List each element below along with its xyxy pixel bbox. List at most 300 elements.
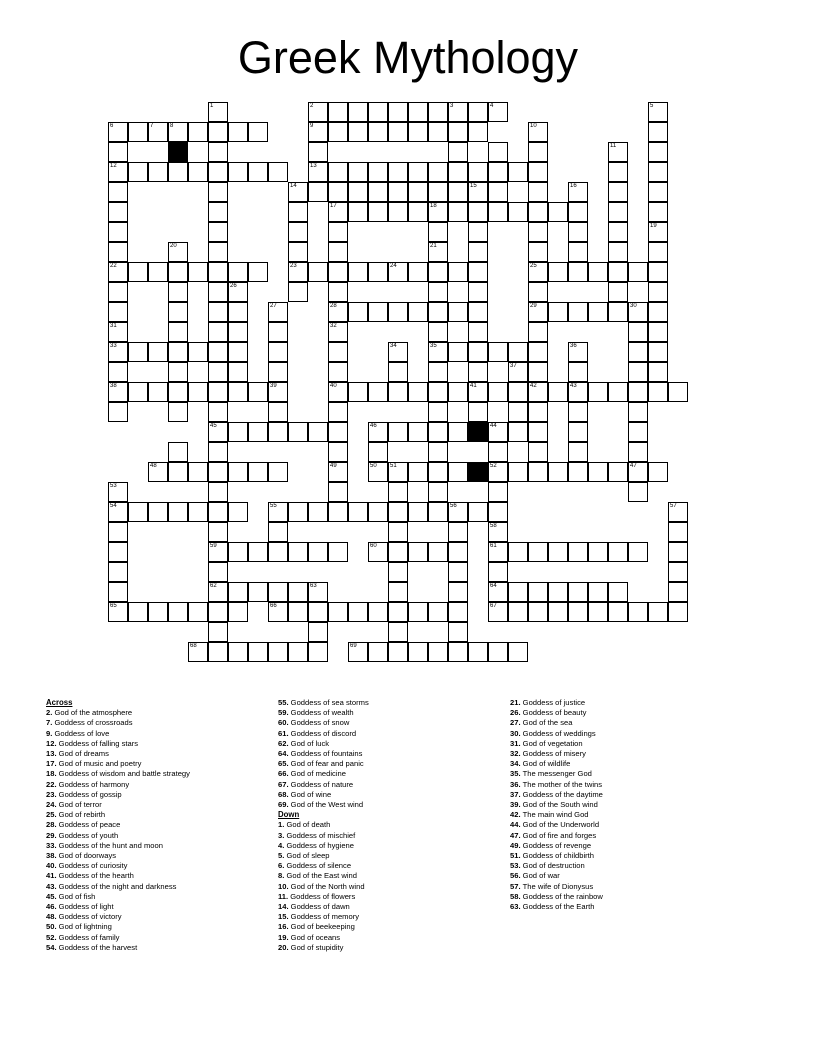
grid-cell[interactable] (188, 502, 208, 522)
grid-cell[interactable] (208, 422, 228, 442)
grid-cell[interactable] (468, 642, 488, 662)
grid-cell[interactable] (528, 542, 548, 562)
grid-cell[interactable] (528, 582, 548, 602)
grid-cell[interactable] (448, 642, 468, 662)
grid-cell[interactable] (428, 402, 448, 422)
grid-cell[interactable] (468, 202, 488, 222)
grid-cell[interactable] (148, 602, 168, 622)
grid-cell[interactable] (448, 382, 468, 402)
grid-cell[interactable] (488, 162, 508, 182)
grid-cell[interactable] (448, 262, 468, 282)
grid-cell[interactable] (108, 202, 128, 222)
grid-cell[interactable] (208, 122, 228, 142)
grid-cell[interactable] (628, 262, 648, 282)
grid-cell[interactable] (488, 602, 508, 622)
grid-cell[interactable] (228, 122, 248, 142)
grid-cell[interactable] (388, 122, 408, 142)
grid-cell[interactable] (168, 362, 188, 382)
grid-cell[interactable] (528, 122, 548, 142)
grid-cell[interactable] (348, 202, 368, 222)
grid-cell[interactable] (448, 202, 468, 222)
grid-cell[interactable] (308, 602, 328, 622)
grid-cell[interactable] (368, 162, 388, 182)
grid-cell[interactable] (648, 162, 668, 182)
grid-cell[interactable] (528, 382, 548, 402)
grid-cell[interactable] (208, 142, 228, 162)
grid-cell[interactable] (588, 462, 608, 482)
grid-cell[interactable] (168, 402, 188, 422)
grid-cell[interactable] (468, 262, 488, 282)
grid-cell[interactable] (288, 282, 308, 302)
grid-cell[interactable] (388, 622, 408, 642)
grid-cell[interactable] (268, 362, 288, 382)
grid-cell[interactable] (108, 262, 128, 282)
grid-cell[interactable] (648, 302, 668, 322)
grid-cell[interactable] (288, 262, 308, 282)
grid-cell[interactable] (488, 182, 508, 202)
grid-cell[interactable] (248, 582, 268, 602)
grid-cell[interactable] (648, 142, 668, 162)
grid-cell[interactable] (348, 102, 368, 122)
grid-cell[interactable] (388, 382, 408, 402)
grid-cell[interactable] (468, 322, 488, 342)
grid-cell[interactable] (388, 362, 408, 382)
grid-cell[interactable] (408, 262, 428, 282)
grid-cell[interactable] (608, 542, 628, 562)
grid-cell[interactable] (268, 402, 288, 422)
grid-cell[interactable] (208, 582, 228, 602)
grid-cell[interactable] (108, 222, 128, 242)
grid-cell[interactable] (108, 602, 128, 622)
grid-cell[interactable] (188, 262, 208, 282)
grid-cell[interactable] (428, 362, 448, 382)
grid-cell[interactable] (268, 162, 288, 182)
grid-cell[interactable] (268, 302, 288, 322)
grid-cell[interactable] (168, 122, 188, 142)
grid-cell[interactable] (568, 402, 588, 422)
grid-cell[interactable] (388, 102, 408, 122)
grid-cell[interactable] (408, 642, 428, 662)
grid-cell[interactable] (568, 342, 588, 362)
grid-cell[interactable] (428, 502, 448, 522)
grid-cell[interactable] (488, 442, 508, 462)
grid-cell[interactable] (168, 282, 188, 302)
grid-cell[interactable] (108, 142, 128, 162)
grid-cell[interactable] (328, 442, 348, 462)
grid-cell[interactable] (608, 182, 628, 202)
grid-cell[interactable] (288, 222, 308, 242)
grid-cell[interactable] (448, 622, 468, 642)
grid-cell[interactable] (528, 322, 548, 342)
grid-cell[interactable] (628, 382, 648, 402)
grid-cell[interactable] (228, 462, 248, 482)
grid-cell[interactable] (388, 342, 408, 362)
grid-cell[interactable] (508, 642, 528, 662)
grid-cell[interactable] (328, 182, 348, 202)
grid-cell[interactable] (328, 502, 348, 522)
grid-cell[interactable] (508, 602, 528, 622)
grid-cell[interactable] (528, 362, 548, 382)
grid-cell[interactable] (388, 642, 408, 662)
grid-cell[interactable] (348, 382, 368, 402)
grid-cell[interactable] (208, 102, 228, 122)
grid-cell[interactable] (108, 482, 128, 502)
grid-cell[interactable] (368, 302, 388, 322)
grid-cell[interactable] (648, 202, 668, 222)
grid-cell[interactable] (668, 582, 688, 602)
grid-cell[interactable] (388, 262, 408, 282)
grid-cell[interactable] (468, 502, 488, 522)
grid-cell[interactable] (108, 282, 128, 302)
grid-cell[interactable] (248, 462, 268, 482)
grid-cell[interactable] (148, 502, 168, 522)
grid-cell[interactable] (308, 162, 328, 182)
grid-cell[interactable] (208, 482, 228, 502)
grid-cell[interactable] (468, 162, 488, 182)
grid-cell[interactable] (368, 202, 388, 222)
grid-cell[interactable] (228, 642, 248, 662)
grid-cell[interactable] (428, 642, 448, 662)
grid-cell[interactable] (248, 382, 268, 402)
grid-cell[interactable] (148, 342, 168, 362)
grid-cell[interactable] (528, 302, 548, 322)
grid-cell[interactable] (208, 302, 228, 322)
grid-cell[interactable] (128, 342, 148, 362)
grid-cell[interactable] (448, 182, 468, 202)
grid-cell[interactable] (548, 302, 568, 322)
grid-cell[interactable] (568, 462, 588, 482)
grid-cell[interactable] (308, 182, 328, 202)
grid-cell[interactable] (108, 302, 128, 322)
grid-cell[interactable] (108, 162, 128, 182)
grid-cell[interactable] (448, 102, 468, 122)
grid-cell[interactable] (108, 502, 128, 522)
grid-cell[interactable] (188, 382, 208, 402)
grid-cell[interactable] (308, 262, 328, 282)
grid-cell[interactable] (548, 602, 568, 622)
grid-cell[interactable] (468, 342, 488, 362)
grid-cell[interactable] (168, 162, 188, 182)
grid-cell[interactable] (328, 242, 348, 262)
grid-cell[interactable] (508, 162, 528, 182)
grid-cell[interactable] (168, 382, 188, 402)
grid-cell[interactable] (328, 222, 348, 242)
grid-cell[interactable] (368, 602, 388, 622)
grid-cell[interactable] (468, 182, 488, 202)
grid-cell[interactable] (588, 382, 608, 402)
grid-cell[interactable] (228, 322, 248, 342)
grid-cell[interactable] (488, 582, 508, 602)
grid-cell[interactable] (488, 462, 508, 482)
grid-cell[interactable] (328, 362, 348, 382)
grid-cell[interactable] (228, 602, 248, 622)
grid-cell[interactable] (608, 242, 628, 262)
grid-cell[interactable] (628, 542, 648, 562)
grid-cell[interactable] (448, 502, 468, 522)
grid-cell[interactable] (408, 422, 428, 442)
grid-cell[interactable] (388, 602, 408, 622)
grid-cell[interactable] (388, 462, 408, 482)
grid-cell[interactable] (368, 262, 388, 282)
grid-cell[interactable] (448, 122, 468, 142)
grid-cell[interactable] (188, 342, 208, 362)
grid-cell[interactable] (108, 542, 128, 562)
grid-cell[interactable] (268, 382, 288, 402)
grid-cell[interactable] (388, 582, 408, 602)
grid-cell[interactable] (388, 502, 408, 522)
grid-cell[interactable] (388, 422, 408, 442)
grid-cell[interactable] (588, 302, 608, 322)
grid-cell[interactable] (408, 502, 428, 522)
grid-cell[interactable] (108, 322, 128, 342)
grid-cell[interactable] (648, 322, 668, 342)
grid-cell[interactable] (568, 262, 588, 282)
grid-cell[interactable] (168, 262, 188, 282)
grid-cell[interactable] (168, 442, 188, 462)
grid-cell[interactable] (168, 322, 188, 342)
grid-cell[interactable] (288, 182, 308, 202)
grid-cell[interactable] (168, 242, 188, 262)
grid-cell[interactable] (228, 362, 248, 382)
grid-cell[interactable] (208, 542, 228, 562)
grid-cell[interactable] (408, 122, 428, 142)
grid-cell[interactable] (608, 162, 628, 182)
grid-cell[interactable] (488, 202, 508, 222)
grid-cell[interactable] (148, 162, 168, 182)
grid-cell[interactable] (308, 642, 328, 662)
grid-cell[interactable] (308, 502, 328, 522)
grid-cell[interactable] (428, 282, 448, 302)
grid-cell[interactable] (528, 142, 548, 162)
grid-cell[interactable] (408, 302, 428, 322)
grid-cell[interactable] (248, 642, 268, 662)
grid-cell[interactable] (328, 402, 348, 422)
grid-cell[interactable] (568, 242, 588, 262)
grid-cell[interactable] (648, 122, 668, 142)
grid-cell[interactable] (348, 162, 368, 182)
grid-cell[interactable] (208, 562, 228, 582)
grid-cell[interactable] (428, 202, 448, 222)
grid-cell[interactable] (448, 462, 468, 482)
grid-cell[interactable] (208, 502, 228, 522)
grid-cell[interactable] (348, 262, 368, 282)
grid-cell[interactable] (428, 222, 448, 242)
grid-cell[interactable] (228, 262, 248, 282)
grid-cell[interactable] (528, 602, 548, 622)
grid-cell[interactable] (588, 262, 608, 282)
grid-cell[interactable] (528, 202, 548, 222)
grid-cell[interactable] (148, 462, 168, 482)
grid-cell[interactable] (108, 182, 128, 202)
grid-cell[interactable] (268, 342, 288, 362)
grid-cell[interactable] (648, 102, 668, 122)
grid-cell[interactable] (628, 482, 648, 502)
grid-cell[interactable] (228, 302, 248, 322)
grid-cell[interactable] (648, 602, 668, 622)
grid-cell[interactable] (428, 262, 448, 282)
grid-cell[interactable] (268, 522, 288, 542)
grid-cell[interactable] (548, 542, 568, 562)
grid-cell[interactable] (428, 462, 448, 482)
grid-cell[interactable] (408, 182, 428, 202)
grid-cell[interactable] (648, 462, 668, 482)
grid-cell[interactable] (668, 542, 688, 562)
grid-cell[interactable] (608, 602, 628, 622)
grid-cell[interactable] (528, 222, 548, 242)
grid-cell[interactable] (148, 262, 168, 282)
grid-cell[interactable] (608, 382, 628, 402)
grid-cell[interactable] (328, 342, 348, 362)
grid-cell[interactable] (528, 262, 548, 282)
grid-cell[interactable] (548, 462, 568, 482)
grid-cell[interactable] (148, 382, 168, 402)
grid-cell[interactable] (268, 582, 288, 602)
grid-cell[interactable] (328, 602, 348, 622)
grid-cell[interactable] (648, 262, 668, 282)
grid-cell[interactable] (588, 582, 608, 602)
grid-cell[interactable] (488, 562, 508, 582)
grid-cell[interactable] (148, 122, 168, 142)
grid-cell[interactable] (628, 602, 648, 622)
grid-cell[interactable] (608, 582, 628, 602)
grid-cell[interactable] (168, 602, 188, 622)
grid-cell[interactable] (368, 122, 388, 142)
grid-cell[interactable] (288, 642, 308, 662)
grid-cell[interactable] (128, 382, 148, 402)
grid-cell[interactable] (208, 622, 228, 642)
grid-cell[interactable] (208, 322, 228, 342)
grid-cell[interactable] (628, 462, 648, 482)
grid-cell[interactable] (408, 202, 428, 222)
grid-cell[interactable] (608, 222, 628, 242)
grid-cell[interactable] (248, 162, 268, 182)
grid-cell[interactable] (408, 542, 428, 562)
grid-cell[interactable] (308, 422, 328, 442)
grid-cell[interactable] (168, 342, 188, 362)
grid-cell[interactable] (208, 202, 228, 222)
grid-cell[interactable] (568, 362, 588, 382)
grid-cell[interactable] (288, 242, 308, 262)
grid-cell[interactable] (548, 582, 568, 602)
grid-cell[interactable] (568, 422, 588, 442)
grid-cell[interactable] (528, 462, 548, 482)
grid-cell[interactable] (208, 182, 228, 202)
grid-cell[interactable] (668, 502, 688, 522)
grid-cell[interactable] (348, 502, 368, 522)
grid-cell[interactable] (448, 602, 468, 622)
grid-cell[interactable] (208, 242, 228, 262)
grid-cell[interactable] (428, 302, 448, 322)
grid-cell[interactable] (448, 562, 468, 582)
grid-cell[interactable] (208, 522, 228, 542)
grid-cell[interactable] (248, 422, 268, 442)
grid-cell[interactable] (228, 502, 248, 522)
grid-cell[interactable] (608, 302, 628, 322)
grid-cell[interactable] (508, 422, 528, 442)
grid-cell[interactable] (628, 442, 648, 462)
grid-cell[interactable] (648, 342, 668, 362)
grid-cell[interactable] (128, 122, 148, 142)
grid-cell[interactable] (388, 562, 408, 582)
grid-cell[interactable] (228, 422, 248, 442)
grid-cell[interactable] (248, 542, 268, 562)
grid-cell[interactable] (328, 202, 348, 222)
grid-cell[interactable] (128, 262, 148, 282)
grid-cell[interactable] (508, 342, 528, 362)
grid-cell[interactable] (448, 342, 468, 362)
grid-cell[interactable] (108, 362, 128, 382)
grid-cell[interactable] (508, 462, 528, 482)
grid-cell[interactable] (428, 422, 448, 442)
grid-cell[interactable] (568, 582, 588, 602)
grid-cell[interactable] (188, 642, 208, 662)
grid-cell[interactable] (228, 582, 248, 602)
grid-cell[interactable] (108, 562, 128, 582)
grid-cell[interactable] (368, 462, 388, 482)
grid-cell[interactable] (128, 162, 148, 182)
grid-cell[interactable] (468, 102, 488, 122)
grid-cell[interactable] (308, 582, 328, 602)
grid-cell[interactable] (548, 262, 568, 282)
grid-cell[interactable] (648, 362, 668, 382)
grid-cell[interactable] (528, 422, 548, 442)
grid-cell[interactable] (288, 502, 308, 522)
grid-cell[interactable] (188, 602, 208, 622)
grid-cell[interactable] (268, 542, 288, 562)
grid-cell[interactable] (108, 582, 128, 602)
grid-cell[interactable] (268, 422, 288, 442)
grid-cell[interactable] (188, 462, 208, 482)
grid-cell[interactable] (608, 462, 628, 482)
grid-cell[interactable] (368, 182, 388, 202)
grid-cell[interactable] (668, 382, 688, 402)
grid-cell[interactable] (568, 602, 588, 622)
grid-cell[interactable] (468, 302, 488, 322)
grid-cell[interactable] (508, 582, 528, 602)
grid-cell[interactable] (648, 382, 668, 402)
grid-cell[interactable] (508, 382, 528, 402)
grid-cell[interactable] (328, 122, 348, 142)
grid-cell[interactable] (608, 282, 628, 302)
grid-cell[interactable] (208, 362, 228, 382)
grid-cell[interactable] (468, 402, 488, 422)
grid-cell[interactable] (648, 242, 668, 262)
grid-cell[interactable] (368, 502, 388, 522)
grid-cell[interactable] (328, 322, 348, 342)
grid-cell[interactable] (428, 382, 448, 402)
grid-cell[interactable] (348, 602, 368, 622)
grid-cell[interactable] (248, 262, 268, 282)
grid-cell[interactable] (108, 382, 128, 402)
grid-cell[interactable] (628, 322, 648, 342)
grid-cell[interactable] (208, 442, 228, 462)
grid-cell[interactable] (568, 182, 588, 202)
grid-cell[interactable] (368, 102, 388, 122)
grid-cell[interactable] (208, 222, 228, 242)
grid-cell[interactable] (488, 102, 508, 122)
grid-cell[interactable] (668, 522, 688, 542)
grid-cell[interactable] (608, 142, 628, 162)
grid-cell[interactable] (628, 402, 648, 422)
grid-cell[interactable] (308, 622, 328, 642)
grid-cell[interactable] (428, 162, 448, 182)
grid-cell[interactable] (128, 602, 148, 622)
grid-cell[interactable] (628, 362, 648, 382)
grid-cell[interactable] (388, 202, 408, 222)
grid-cell[interactable] (548, 202, 568, 222)
grid-cell[interactable] (288, 422, 308, 442)
grid-cell[interactable] (428, 442, 448, 462)
